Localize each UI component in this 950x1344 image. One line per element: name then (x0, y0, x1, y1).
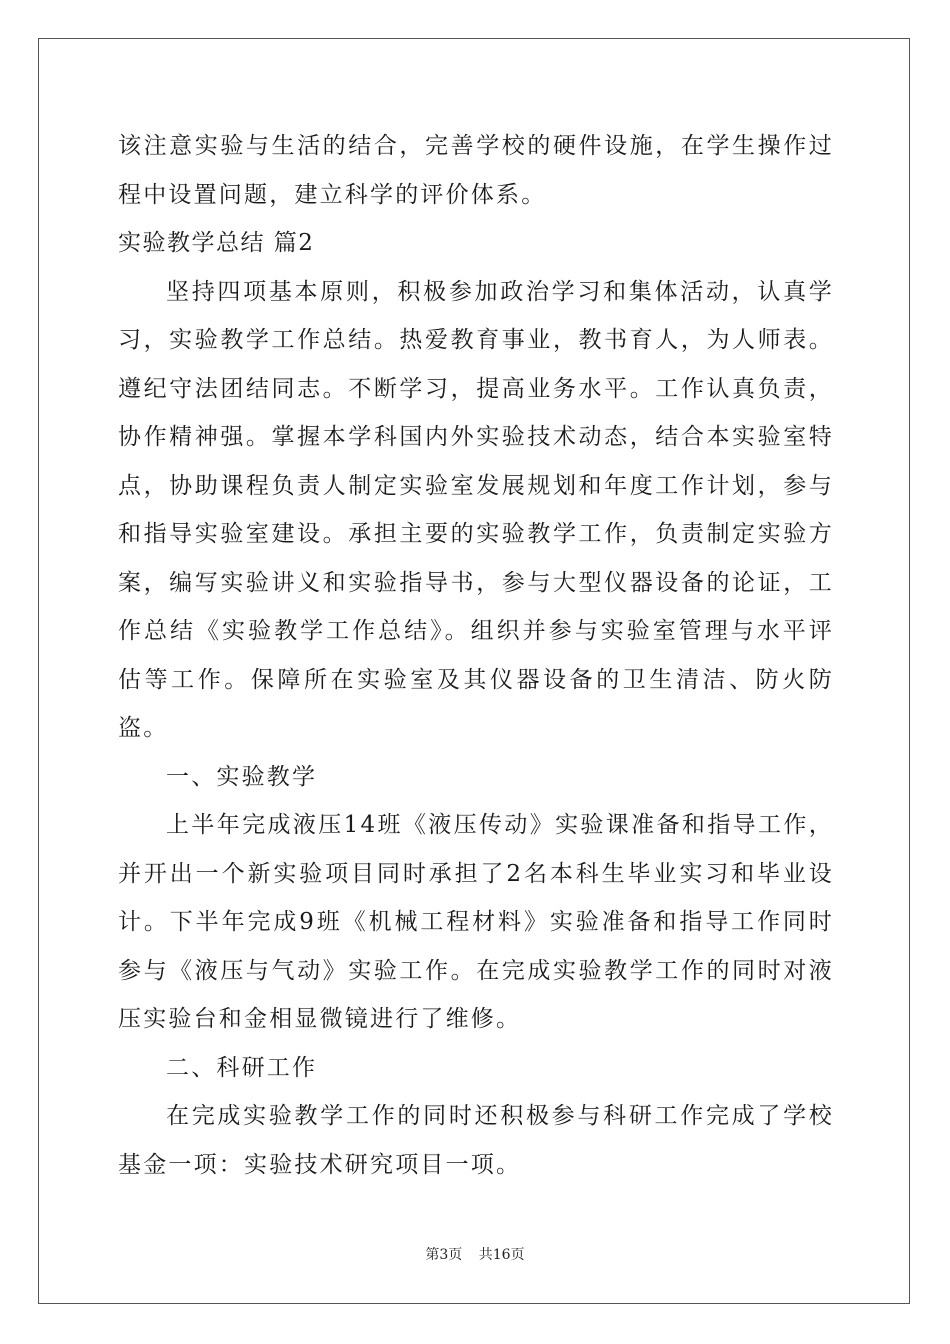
section-title: 实验教学总结 篇2 (118, 230, 315, 256)
paragraph-experiment-teaching: 上半年完成液压14班《液压传动》实验课准备和指导工作，并开出一个新实验项目同时承担了2名本科生毕业实习和毕业设计。下半年完成9班《机械工程材料》实验准备和指导工作同时参与《液压与气动》实验工作。在完成实验教学工作的同时对液压实验台和金相显微镜进行了维修。 (118, 812, 834, 1032)
page-total: 共16页 (478, 1247, 525, 1263)
subheading-research: 二、科研工作 (166, 1054, 318, 1081)
paragraph-body: 坚持四项基本原则，积极参加政治学习和集体活动，认真学习，实验教学工作总结。热爱教育事业，教书育人，为人师表。遵纪守法团结同志。不断学习，提高业务水平。工作认真负责，协作精神强。掌握本学科国内外实验技术动态，结合本实验室特点，协助课程负责人制定实验室发展规划和年度工作计划，参与和指导实验室建设。承担主要的实验教学工作，负责制定实验方案，编写实验讲义和实验指导书，参与大型仪器设备的论证，工作总结《实验教学工作总结》。组织并参与实验室管理与水平评估等工作。保障所在实验室及其仪器设备的卫生清洁、防火防盗。 (118, 278, 834, 741)
subheading-experiment-teaching: 一、实验教学 (166, 763, 318, 790)
document-body (118, 122, 834, 1189)
paragraph-research: 在完成实验教学工作的同时还积极参与科研工作完成了学校基金一项：实验技术研究项目一项。 (118, 1103, 834, 1178)
page-number: 第3页 (425, 1247, 463, 1263)
page-footer (0, 1244, 950, 1264)
paragraph-continuation: 该注意实验与生活的结合，完善学校的硬件设施，在学生操作过程中设置问题，建立科学的评价体系。 (118, 133, 834, 208)
